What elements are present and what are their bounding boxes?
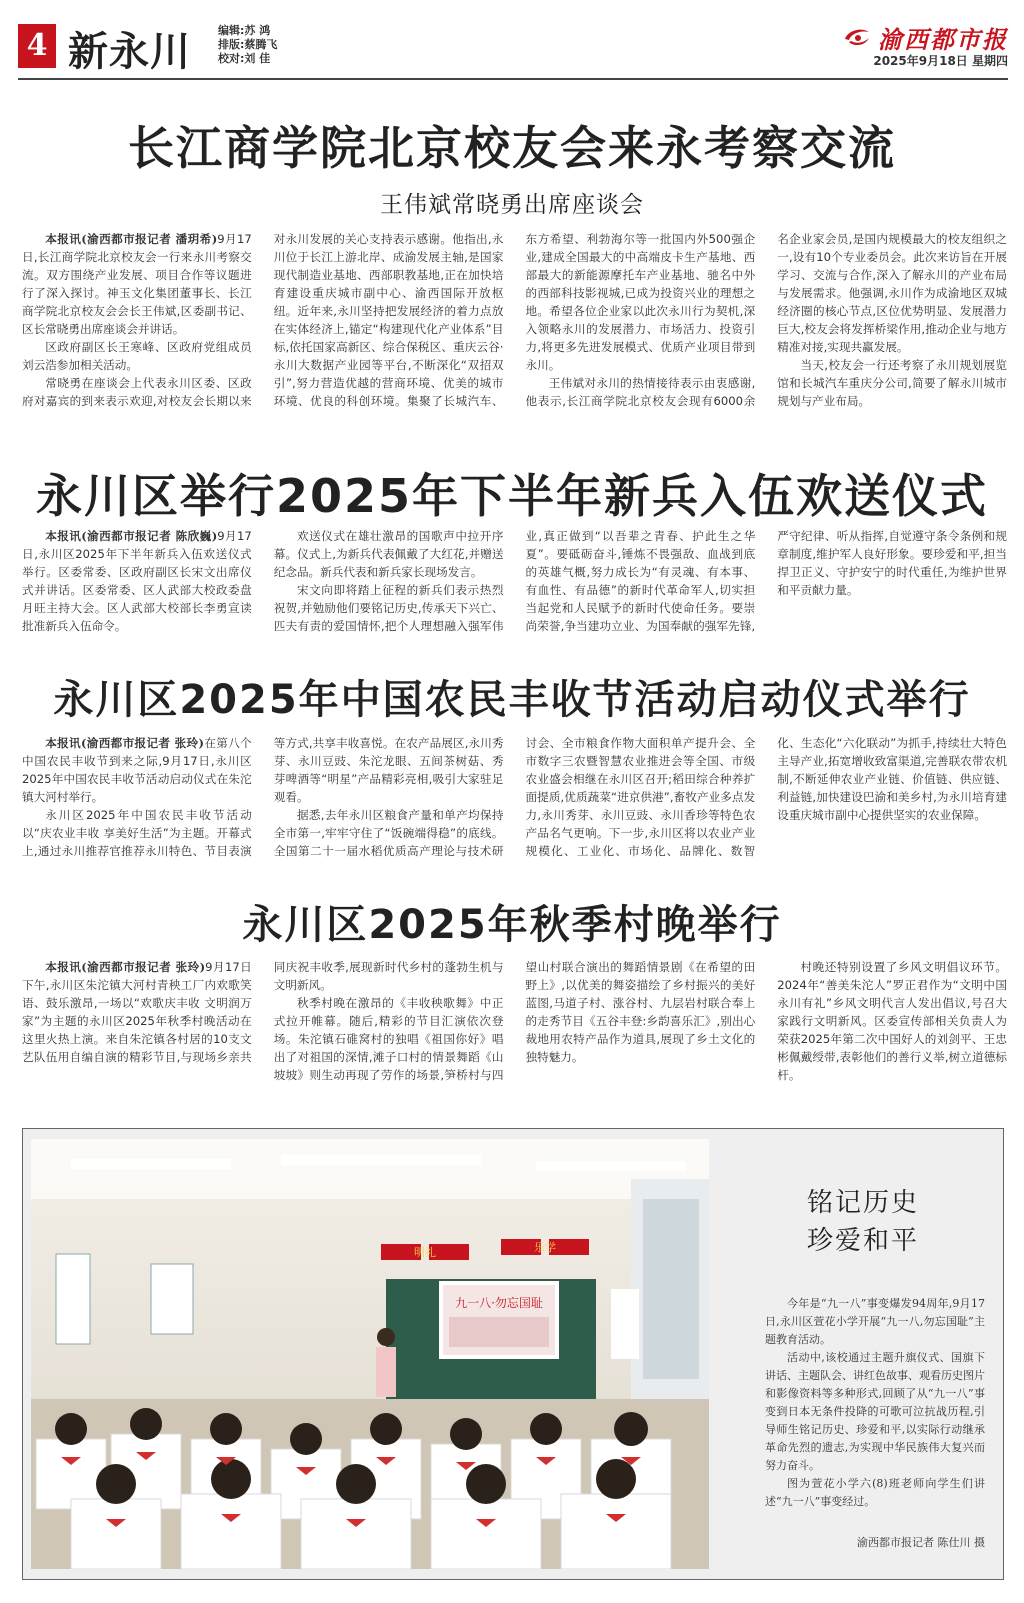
screen-text: 九一八·勿忘国耻 <box>455 1296 543 1310</box>
article-paragraph: 常晓勇在座谈会上代表永川区委、区政府对嘉宾的到来表示欢迎,对校友会长期以来对永川发展的关心支持表示感谢。他指出,永川位于长江上游北岸、成渝发展主轴,是国家现代制造业基地、西部职教基地,正在加快培育建设重庆城市副中心、渝西国际开放枢纽。近年来,永川坚持把发展经济的着力点放在实体经济上,锚定“构建现代化产业体系”目标,依托国家高新区、综合保税区、重庆云谷·永川大数据产业园等平台,不断深化“双招双引”,努力营造优越的营商环境、优美的城市环境、优良的科创环境。集聚了长城汽车、东方希望、利勃海尔等一批国内外500强企业,建成全国最大的中高端皮卡生产基地、西部最大的新能源摩托车产业基地、驰名中外的西部科技影视城,已成为投资兴业的理想之地。希望各位企业家以此次永川行为契机,深入领略永川的发展潜力、市场活力、投资引力,将更多先进发展模式、优质产业项目带到永川。 <box>22 232 756 408</box>
photo-feature-paragraph: 图为萱花小学六(8)班老师向学生们讲述“九一八”事变经过。 <box>765 1477 985 1508</box>
article-2-body <box>22 527 1007 639</box>
article-paragraph: 本报讯(渝西都市报记者 张玲)在第八个中国农民丰收节到来之际,9月17日,永川区2025年中国农民丰收节活动启动仪式在朱沱镇大河村举行。 <box>22 736 252 804</box>
article-1-body <box>22 230 1007 432</box>
masthead <box>18 14 1008 76</box>
article-paragraph: 村晚还特别设置了乡风文明倡议环节。2024年“善美朱沱人”罗正君作为“文明中国 永川有礼”乡风文明代言人发出倡议,号召大家践行文明新风。区委宣传部相关负责人为荣获2025年第二次中国好人的刘剑平、王忠彬佩戴绶带,表彰他们的善行义举,树立道德标杆。 <box>777 960 1007 1082</box>
editor-line: 编辑:苏 鸿 <box>218 24 271 37</box>
article-paragraph: 本报讯(渝西都市报记者 陈欣巍)9月17日,永川区2025年下半年新兵入伍欢送仪式举行。区委常委、区政府副区长宋文出席仪式并讲话。区委常委、区人武部大校政委盘月旺主持大会。区人武部大校部长李勇宣读批准新兵入伍命令。 <box>22 529 252 633</box>
dateline: 本报讯(渝西都市报记者 陈欣巍) <box>45 529 218 543</box>
article-1-subheadline: 王伟斌常晓勇出席座谈会 <box>380 192 644 218</box>
logo-swoosh-icon <box>842 26 872 50</box>
article-1-headline: 长江商学院北京校友会来永考察交流 <box>128 121 896 175</box>
article-2-headline: 永川区举行2025年下半年新兵入伍欢送仪式 <box>35 469 989 523</box>
article-paragraph: 欢送仪式在雄壮激昂的国歌声中拉开序幕。仪式上,为新兵代表佩戴了大红花,并赠送纪念品。新兵代表和新兵家长现场发言。 <box>273 529 504 579</box>
dateline: 本报讯(渝西都市报记者 张玲) <box>45 736 205 750</box>
logo-text: 渝西都市报 <box>878 25 1008 54</box>
photo-feature-text <box>765 1295 985 1511</box>
article-paragraph: 区政府副区长王寒峰、区政府党组成员刘云浩参加相关活动。 <box>22 340 252 372</box>
dateline: 本报讯(渝西都市报记者 潘玥希) <box>45 232 218 246</box>
article-3-body <box>22 734 1007 864</box>
article-4-body <box>22 958 1007 1088</box>
page-number: 4 <box>18 24 56 68</box>
article-paragraph: 本报讯(渝西都市报记者 潘玥希)9月17日,长江商学院北京校友会一行来永川考察交流。双方围绕产业发展、项目合作等议题进行了深入探讨。神玉文化集团董事长、长江商学院北京校友会会长王伟斌,区委副书记、区长常晓勇出席座谈会并讲话。 <box>22 232 252 336</box>
article-paragraph: 据悉,去年永川区粮食产量和单产均保持全市第一,牢牢守住了“饭碗端得稳”的底线。全国第二十一届水稻优质高产理论与技术研讨会、全市粮食作物大面积单产提升会、全市数字三农暨智慧农业推进会等全国、市级农业盛会相继在永川区召开;稻田综合种养扩面提质,优质蔬菜“进京供港”,畜牧产业多点发力,永川秀芽、永川豆豉、永川香珍等特色农产品名气更响。下一步,永川区将以农业产业规模化、工业化、市场化、品牌化、数智化、生态化“六化联动”为抓手,持续壮大特色主导产业,拓宽增收致富渠道,完善联农带农机制,不断延伸农业产业链、价值链、供应链、利益链,加快建设巴渝和美乡村,为永川培育建设重庆城市副中心提供坚实的农业保障。 <box>273 736 1007 858</box>
editor-credits <box>218 24 277 66</box>
photo-feature-title <box>723 1184 1003 1260</box>
publication-date: 2025年9月18日 星期四 <box>873 54 1008 68</box>
article-4-headline: 永川区2025年秋季村晚举行 <box>242 902 782 948</box>
photo-feature-box <box>22 1128 1004 1580</box>
photo-credit: 渝西都市报记者 陈仕川 摄 <box>857 1536 985 1549</box>
photo-banner-2: 乐学 <box>534 1241 556 1254</box>
section-title: 新永川 <box>68 28 191 75</box>
photo-feature-paragraph: 活动中,该校通过主题升旗仪式、国旗下讲话、主题队会、讲红色故事、观看历史图片和影像资料等多种形式,回顾了从“九一八”事变到日本无条件投降的可歌可泣抗战历程,引导师生铭记历史、珍爱和平,以实际行动继承革命先烈的遗志,为实现中华民族伟大复兴而努力奋斗。 <box>765 1351 985 1472</box>
photo-feature-title-line-1: 铭记历史 <box>806 1188 919 1218</box>
proof-line: 校对:刘 佳 <box>218 52 271 65</box>
article-paragraph: 当天,校友会一行还考察了永川规划展览馆和长城汽车重庆分公司,简要了解永川城市规划与产业布局。 <box>777 358 1007 408</box>
article-3-headline: 永川区2025年中国农民丰收节活动启动仪式举行 <box>53 677 971 723</box>
article-paragraph: 永川区2025年中国农民丰收节活动以“庆农业丰收 享美好生活”为主题。开幕式上,通过永川推荐官推荐永川特色、节目表演等方式,共享丰收喜悦。在农产品展区,永川秀芽、永川豆豉、朱沱龙眼、五间茶树菇、秀芽啤酒等“明星”产品精彩亮相,吸引大家驻足观看。 <box>22 736 504 858</box>
masthead-rule <box>18 78 1008 80</box>
photo-feature-title-line-2: 珍爱和平 <box>806 1226 919 1256</box>
article-paragraph: 秋季村晚在激昂的《丰收秧歌舞》中正式拉开帷幕。随后,精彩的节目汇演依次登场。朱沱镇石碓窝村的独唱《祖国你好》唱出了对祖国的深情,滩子口村的情景舞蹈《山坡坡》则生动再现了劳作的场景,笋桥村与四望山村联合演出的舞蹈情景剧《在希望的田野上》,以优美的舞姿描绘了乡村振兴的美好蓝图,马道子村、涨谷村、九层岩村联合奉上的走秀节目《五谷丰登:乡韵喜乐汇》,别出心裁地用农特产品作为道具,展现了乡土文化的独特魅力。 <box>273 960 756 1082</box>
photo-feature-paragraph: 今年是“九一八”事变爆发94周年,9月17日,永川区萱花小学开展“九一八,勿忘国耻”主题教育活动。 <box>765 1297 985 1346</box>
article-paragraph: 王伟斌对永川的热情接待表示由衷感谢,他表示,长江商学院北京校友会现有6000余名企业家会员,是国内规模最大的校友组织之一,设有10个专业委员会。此次来访旨在开展学习、交流与合作,深入了解永川的产业布局与发展需求。他强调,永川作为成渝地区双城经济圈的核心节点,区位优势明显、发展潜力巨大,校友会将发挥桥梁作用,推动企业与地方精准对接,实现共赢发展。 <box>525 232 1007 408</box>
article-paragraph: 宋文向即将踏上征程的新兵们表示热烈祝贺,并勉励他们要铭记历史,传承天下兴亡、匹夫有责的爱国情怀,把个人理想融入强军伟业,真正做到“以吾辈之青春、护此生之华夏”。要砥砺奋斗,锤炼不畏强敌、血战到底的英雄气概,努力成长为“有灵魂、有本事、有血性、有品德”的新时代革命军人,切实担当起党和人民赋予的新时代使命任务。要崇尚荣誉,争当建功立业、为国奉献的强军先锋,严守纪律、听从指挥,自觉遵守条令条例和规章制度,维护军人良好形象。要珍爱和平,担当捍卫正义、守护安宁的时代重任,为维护世界和平贡献力量。 <box>273 529 1007 633</box>
layout-line: 排版:蔡腾飞 <box>218 38 278 51</box>
newspaper-logo <box>842 20 1008 55</box>
classroom-photo <box>31 1139 709 1569</box>
photo-banner-1: 明礼 <box>414 1246 436 1259</box>
dateline: 本报讯(渝西都市报记者 张玲) <box>45 960 206 974</box>
article-paragraph: 本报讯(渝西都市报记者 张玲)9月17日下午,永川区朱沱镇大河村青秧工厂内欢歌笑语、鼓乐激昂,一场以“欢歌庆丰收 文明润万家”为主题的永川区2025年秋季村晚活动在这里火热上演。来自朱沱镇各村居的10支文艺队伍用自编自演的精彩节目,与现场乡亲共同庆祝丰收季,展现新时代乡村的蓬勃生机与文明新风。 <box>22 960 504 1064</box>
